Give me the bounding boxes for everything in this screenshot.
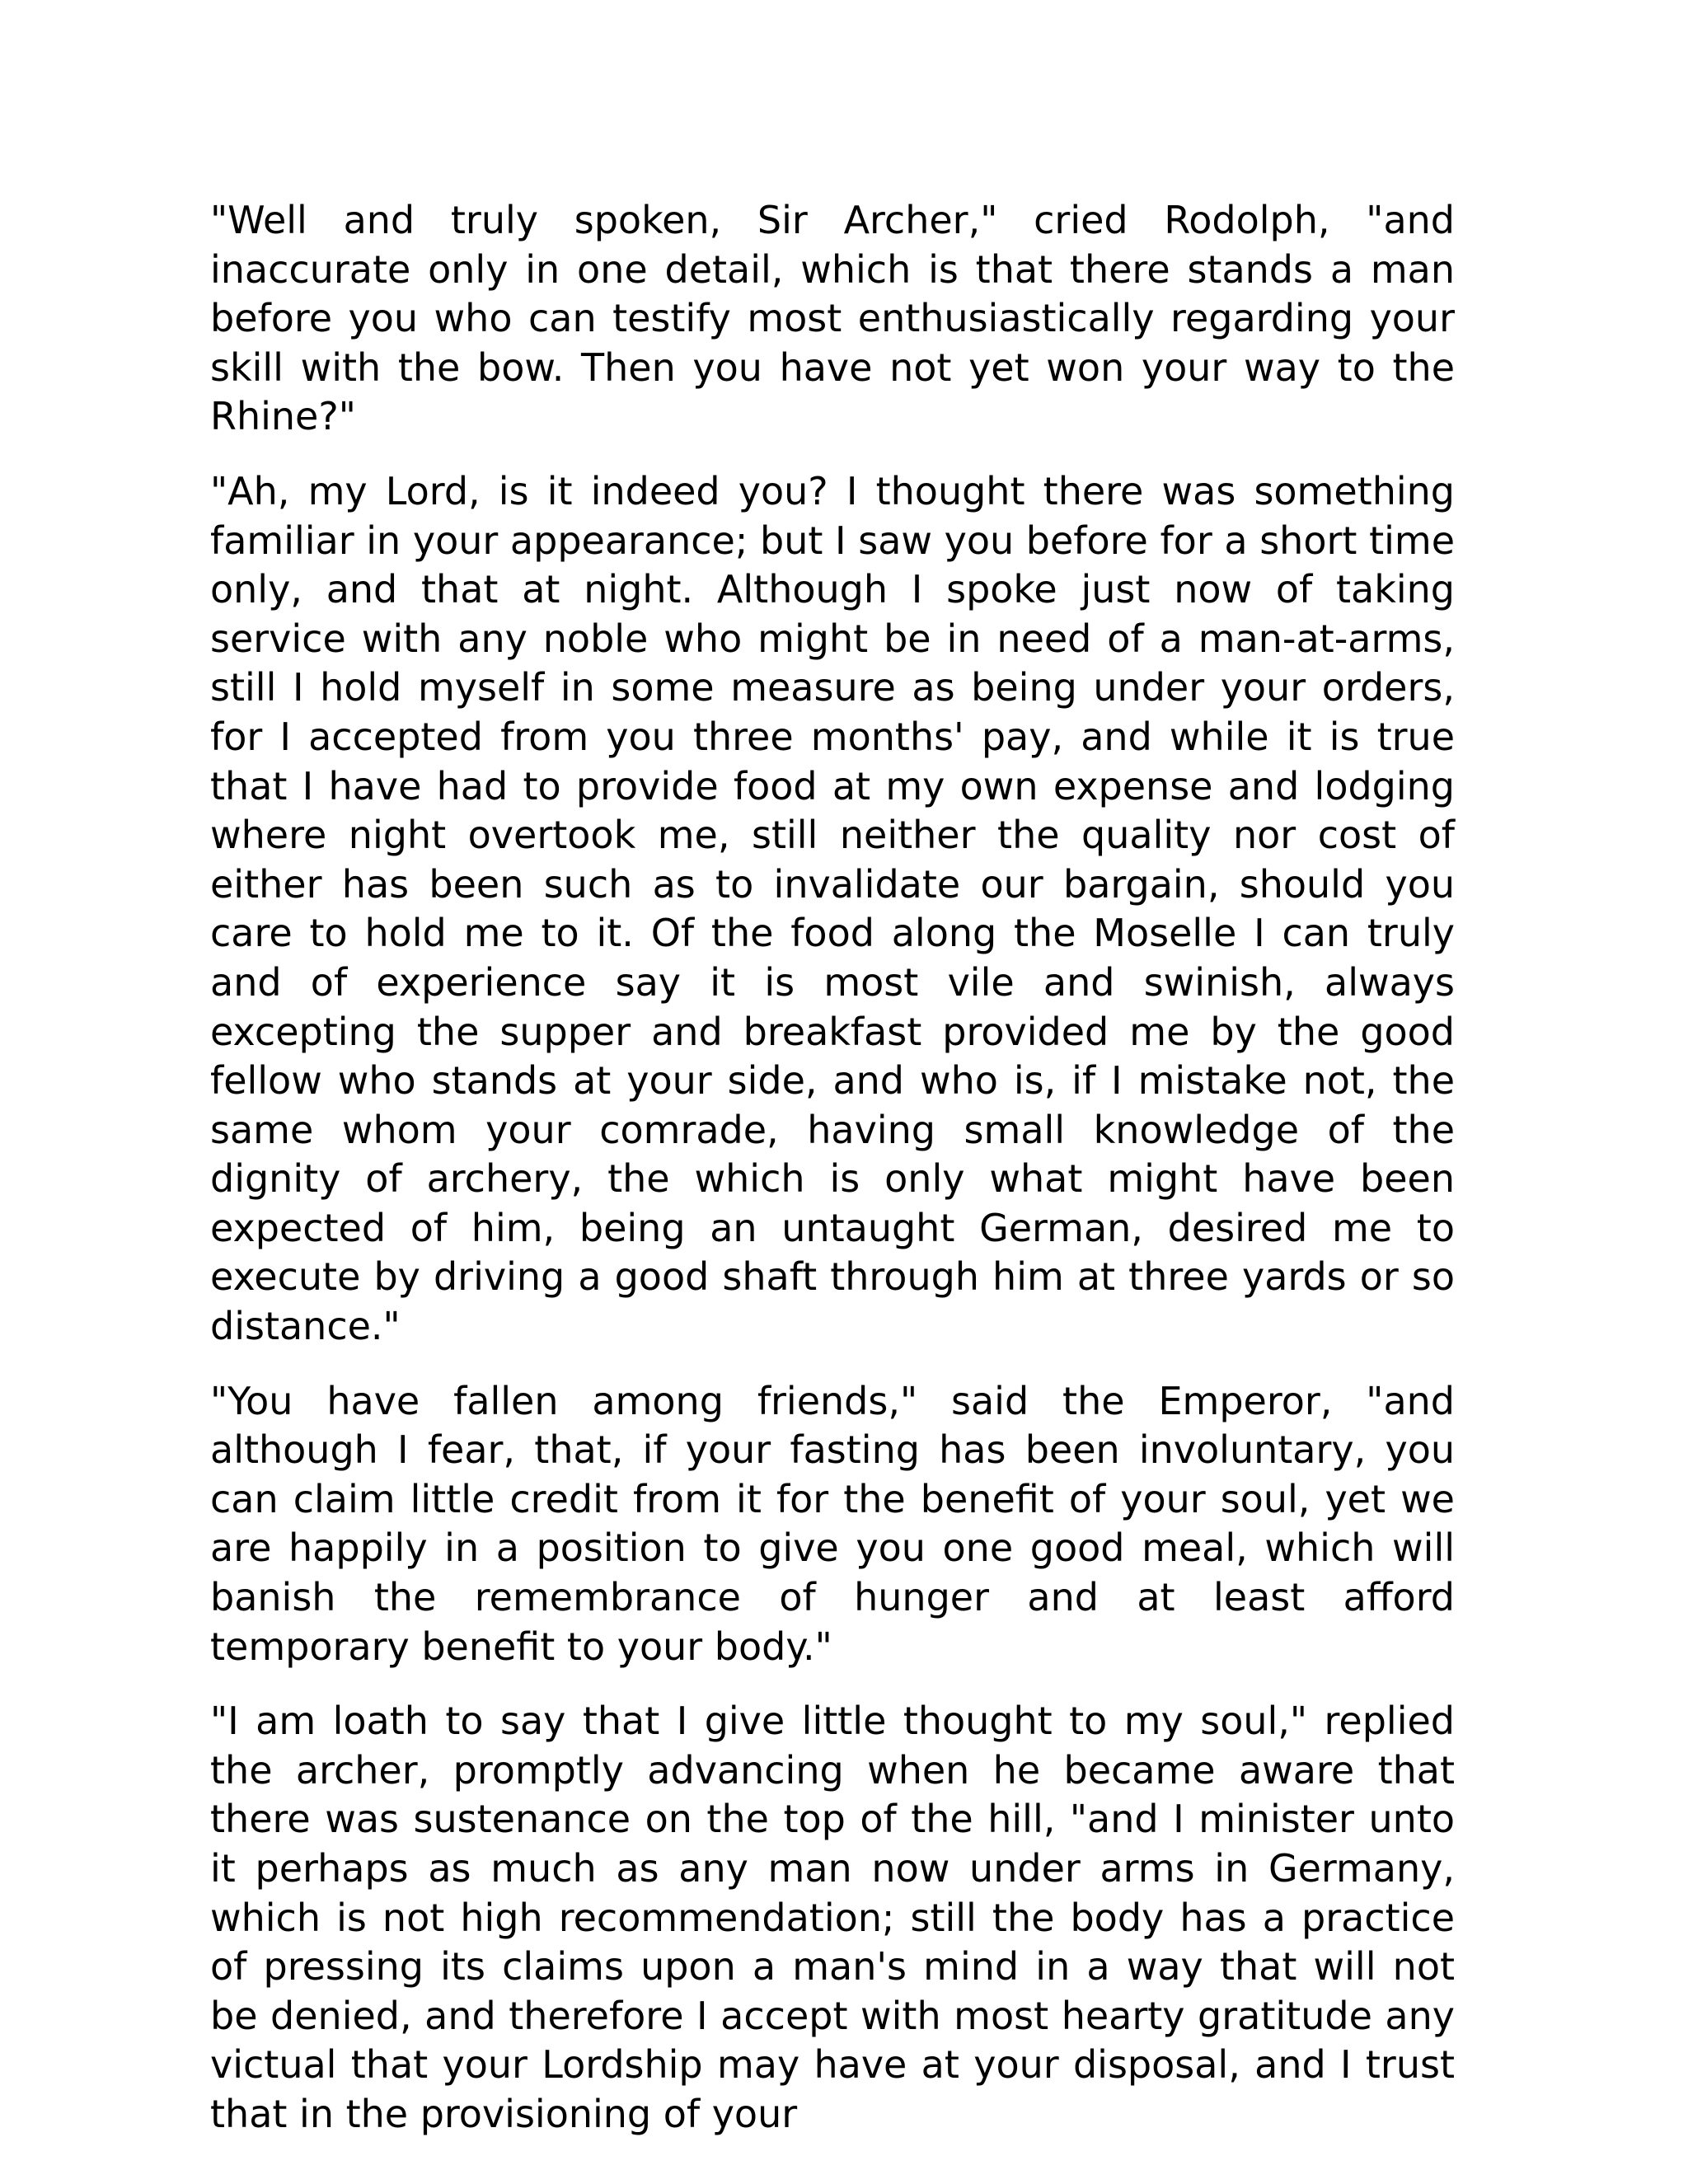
body-text — [210, 196, 1455, 2139]
paragraph: "Well and truly spoken, Sir Archer," cried Rodolph, "and inaccurate only in one detail, which is that there stands a man before you who can testify most enthusiastically regarding your skill with the bow. Then you have not yet won your way to the Rhine?" — [210, 198, 1455, 439]
paragraph: "I am loath to say that I give little thought to my soul," replied the archer, promptly advancing when he became aware that there was sustenance on the top of the hill, "and I minister unto it perhaps as much as any man now under arms in Germany, which is not high recommendation; still the body has a practice of pressing its claims upon a man's mind in a way that will not be denied, and therefore I accept with most hearty gratitude any victual that your Lordship may have at your disposal, and I trust that in the provisioning of your — [210, 1699, 1455, 2136]
paragraph: "Ah, my Lord, is it indeed you? I thought there was something familiar in your appearance; but I saw you before for a short time only, and that at night. Although I spoke just now of taking service with any noble who might be in need of a man-at-arms, still I hold myself in some measure as being under your orders, for I accepted from you three months' pay, and while it is true that I have had to provide food at my own expense and lodging where night overtook me, still neither the quality nor cost of either has been such as to invalidate our bargain, should you care to hold me to it. Of the food along the Moselle I can truly and of experience say it is most vile and swinish, always excepting the supper and breakfast provided me by the good fellow who stands at your side, and who is, if I mistake not, the same whom your comrade, having small knowledge of the dignity of archery, the which is only what might have been expected of him, being an untaught German, desired me to execute by driving a good shaft through him at three yards or so distance." — [210, 468, 1455, 1349]
paragraph: "You have fallen among friends," said the Emperor, "and although I fear, that, if your fasting has been involuntary, you can claim little credit from it for the benefit of your soul, yet we are happily in a position to give you one good meal, which will banish the remembrance of hunger and at least afford temporary benefit to your body." — [210, 1378, 1455, 1669]
